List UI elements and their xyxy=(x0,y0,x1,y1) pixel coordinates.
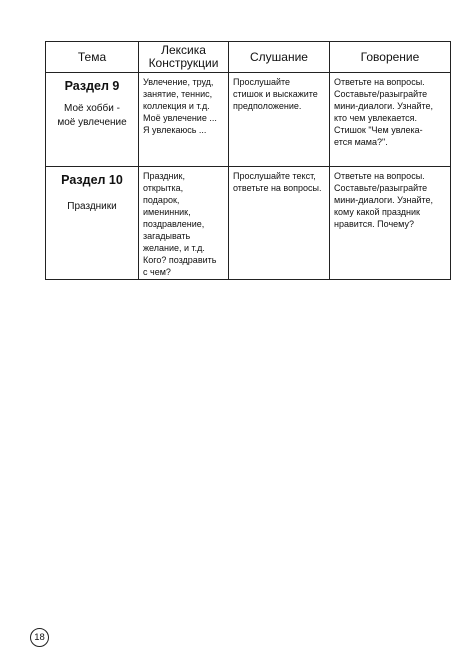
listening-text: Прослушайте стишок и выскажите предположение. xyxy=(233,77,318,111)
lexicon-cell xyxy=(139,73,229,167)
table-header-row xyxy=(46,42,451,73)
section-title: Раздел 10 xyxy=(61,173,123,187)
curriculum-table xyxy=(45,41,451,280)
header-speaking: Говорение xyxy=(330,42,451,73)
page-number-badge: 18 xyxy=(30,628,49,647)
header-lexicon xyxy=(139,42,229,73)
speaking-text: Ответьте на вопросы. Составьте/разыграйте мини-диалоги. Узнайте, кто чем увлекается. Стишок "Чем увлека- ется мама?". xyxy=(334,77,434,147)
topic-cell xyxy=(46,73,139,167)
header-listening: Слушание xyxy=(229,42,330,73)
speaking-cell xyxy=(330,167,451,280)
listening-cell xyxy=(229,167,330,280)
section-topic: Моё хобби - моё увлечение xyxy=(57,103,127,128)
table-row xyxy=(46,73,451,167)
section-title: Раздел 9 xyxy=(64,79,120,93)
topic-cell xyxy=(46,167,139,280)
header-lexicon-label: Лексика Конструкции xyxy=(148,43,219,70)
section-topic: Праздники xyxy=(67,201,117,212)
lexicon-text: Праздник, открытка, подарок, именинник, поздравление, загадывать желание, и т.д. Кого? поздравить с чем? xyxy=(143,171,217,277)
speaking-text: Ответьте на вопросы. Составьте/разыграйте мини-диалоги. Узнайте, кому какой праздник нравится. Почему? xyxy=(334,171,434,229)
listening-cell xyxy=(229,73,330,167)
listening-text: Прослушайте текст, ответьте на вопросы. xyxy=(233,171,322,193)
speaking-cell xyxy=(330,73,451,167)
table-row xyxy=(46,167,451,280)
lexicon-text: Увлечение, труд, занятие, теннис, коллекция и т.д. Моё увлечение ... Я увлекаюсь ... xyxy=(143,77,217,135)
lexicon-cell xyxy=(139,167,229,280)
header-topic: Тема xyxy=(46,42,139,73)
